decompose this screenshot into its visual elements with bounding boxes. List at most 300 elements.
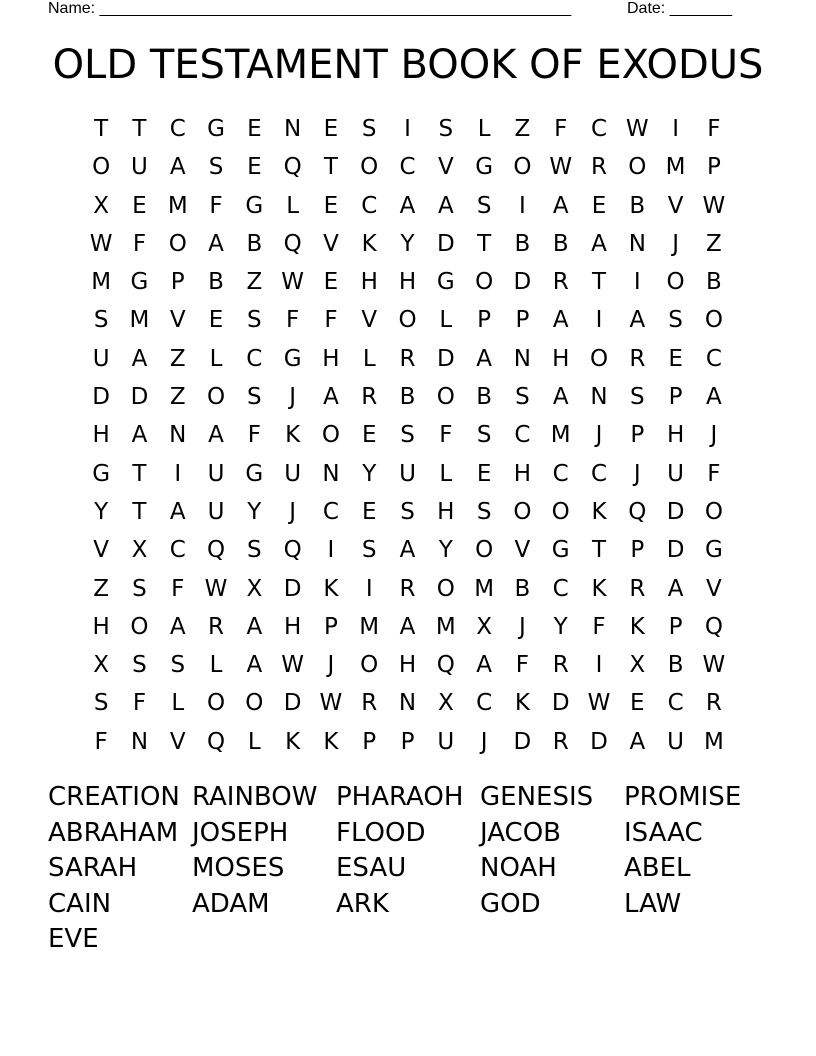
grid-letter: D <box>551 690 570 717</box>
grid-letter: J <box>633 460 641 487</box>
grid-letter: O <box>92 154 111 181</box>
grid-letter: I <box>404 116 411 142</box>
grid-letter: Z <box>93 575 110 602</box>
word-list-item: ARK <box>336 888 389 919</box>
grid-letter: D <box>666 498 685 525</box>
grid-letter: O <box>321 422 340 449</box>
grid-letter: B <box>246 230 263 257</box>
grid-letter: B <box>476 384 492 411</box>
word-list-item: MOSES <box>192 853 285 883</box>
grid-letter: H <box>322 345 340 372</box>
grid-letter: S <box>438 116 454 142</box>
grid-letter: U <box>92 345 110 372</box>
grid-letter: I <box>174 460 182 487</box>
grid-letter: F <box>515 652 530 679</box>
grid-letter: T <box>132 460 147 487</box>
grid-letter: W <box>625 116 649 142</box>
grid-letter: G <box>245 460 264 487</box>
grid-letter: G <box>130 269 149 296</box>
grid-letter: K <box>323 728 339 755</box>
grid-letter: D <box>666 537 685 564</box>
grid-letter: V <box>361 307 378 334</box>
grid-letter: F <box>707 460 721 487</box>
word-list-item: SARAH <box>48 853 138 883</box>
grid-letter: S <box>515 384 530 411</box>
grid-letter: I <box>327 537 335 564</box>
grid-letter: P <box>362 728 377 755</box>
grid-letter: P <box>400 728 415 755</box>
grid-letter: A <box>169 154 186 181</box>
grid-letter: G <box>436 269 455 296</box>
grid-letter: L <box>439 460 453 487</box>
grid-letter: N <box>590 384 608 411</box>
grid-letter: Q <box>704 613 723 640</box>
grid-letter: E <box>132 192 147 219</box>
grid-letter: W <box>319 690 343 717</box>
grid-letter: M <box>474 575 495 602</box>
grid-letter: S <box>93 690 109 717</box>
grid-letter: A <box>552 307 569 334</box>
grid-letter: D <box>513 269 532 296</box>
grid-letter: U <box>284 460 302 487</box>
grid-letter: B <box>208 269 224 296</box>
grid-letter: I <box>672 116 679 142</box>
grid-letter: A <box>131 422 148 449</box>
grid-letter: V <box>514 537 531 564</box>
word-list-item: LAW <box>624 888 682 919</box>
grid-letter: A <box>629 307 646 334</box>
grid-letter: H <box>513 460 532 487</box>
grid-letter: R <box>552 269 569 296</box>
grid-letter: A <box>476 345 492 372</box>
grid-letter: L <box>362 345 376 372</box>
grid-letter: L <box>247 728 261 755</box>
grid-letter: M <box>359 613 380 640</box>
grid-letter: S <box>132 575 147 602</box>
grid-letter: O <box>360 652 379 679</box>
grid-letter: O <box>436 575 455 602</box>
grid-letter: D <box>283 690 302 717</box>
grid-letter: R <box>208 613 225 640</box>
grid-letter: H <box>92 613 110 640</box>
grid-letter: A <box>169 498 186 525</box>
grid-letter: K <box>591 575 607 602</box>
grid-letter: S <box>93 307 109 334</box>
grid-letter: E <box>323 192 339 219</box>
grid-letter: I <box>365 575 373 602</box>
grid-letter: K <box>591 498 607 525</box>
grid-letter: J <box>519 613 526 640</box>
grid-letter: J <box>595 422 603 449</box>
grid-letter: L <box>209 345 223 372</box>
grid-letter: R <box>705 690 722 717</box>
grid-letter: H <box>437 498 455 525</box>
grid-letter: O <box>168 230 187 257</box>
grid-letter: X <box>93 192 110 219</box>
grid-letter: D <box>436 345 455 372</box>
grid-letter: S <box>361 537 377 564</box>
word-list-item: PHARAOH <box>336 782 464 812</box>
grid-letter: R <box>552 652 569 679</box>
grid-letter: U <box>207 460 225 487</box>
grid-letter: I <box>595 652 603 679</box>
grid-letter: E <box>591 192 607 219</box>
grid-letter: E <box>630 690 645 717</box>
grid-letter: Q <box>283 537 302 564</box>
grid-letter: C <box>399 154 416 181</box>
grid-letter: W <box>89 230 113 257</box>
grid-letter: B <box>514 230 531 257</box>
grid-letter: O <box>130 613 149 640</box>
grid-letter: C <box>552 575 569 602</box>
grid-letter: V <box>667 192 684 219</box>
word-list-item: ISAAC <box>624 817 703 848</box>
grid-letter: V <box>93 537 110 564</box>
grid-letter: A <box>399 613 416 640</box>
grid-letter: O <box>245 690 264 717</box>
grid-letter: A <box>591 230 607 257</box>
grid-letter: H <box>398 269 417 296</box>
grid-letter: W <box>587 690 611 717</box>
grid-letter: O <box>551 498 570 525</box>
grid-letter: J <box>289 498 297 525</box>
grid-letter: C <box>169 537 186 564</box>
grid-letter: C <box>590 460 608 487</box>
grid-letter: E <box>247 116 262 142</box>
grid-letter: O <box>628 154 647 181</box>
grid-letter: F <box>592 613 606 640</box>
grid-letter: P <box>170 269 185 296</box>
grid-letter: A <box>629 728 646 755</box>
grid-letter: Z <box>246 269 263 296</box>
grid-letter: C <box>514 422 531 449</box>
grid-letter: A <box>476 652 492 679</box>
grid-letter: K <box>514 690 530 717</box>
grid-letter: S <box>247 537 262 564</box>
grid-letter: Q <box>206 728 226 755</box>
grid-letter: D <box>130 384 149 411</box>
grid-letter: A <box>437 192 454 219</box>
grid-letter: A <box>706 384 722 411</box>
grid-letter: K <box>629 613 645 640</box>
grid-letter: L <box>286 192 300 219</box>
grid-letter: M <box>665 154 686 181</box>
grid-letter: M <box>703 728 724 755</box>
grid-letter: R <box>399 575 416 602</box>
grid-letter: V <box>169 728 186 755</box>
grid-letter: S <box>132 652 147 679</box>
grid-letter: V <box>323 230 339 257</box>
grid-letter: O <box>398 307 417 334</box>
word-list-item: ABEL <box>624 853 691 883</box>
grid-letter: N <box>398 690 417 717</box>
grid-letter: A <box>208 230 224 257</box>
grid-letter: U <box>667 460 685 487</box>
grid-letter: E <box>208 307 224 334</box>
grid-letter: A <box>399 537 416 564</box>
grid-letter: O <box>704 307 723 334</box>
grid-letter: A <box>399 192 416 219</box>
grid-letter: K <box>285 728 301 755</box>
grid-letter: T <box>94 116 109 142</box>
grid-letter: C <box>169 116 186 142</box>
grid-letter: F <box>707 116 721 142</box>
grid-letter: C <box>705 345 722 372</box>
grid-letter: G <box>245 192 264 219</box>
grid-letter: S <box>476 422 492 449</box>
grid-letter: A <box>323 384 339 411</box>
word-list-item: ESAU <box>336 853 407 883</box>
grid-letter: J <box>289 384 297 411</box>
grid-letter: N <box>130 728 149 755</box>
grid-letter: R <box>399 345 416 372</box>
grid-letter: Q <box>436 652 455 679</box>
grid-letter: V <box>437 154 454 181</box>
grid-letter: J <box>672 230 679 257</box>
grid-letter: O <box>360 154 379 181</box>
letter-grid <box>82 110 733 761</box>
grid-letter: C <box>552 460 569 487</box>
grid-letter: T <box>132 498 147 525</box>
grid-letter: X <box>131 537 148 564</box>
grid-letter: R <box>629 345 646 372</box>
name-field-label: Name: _____________________________________________________ <box>48 0 572 17</box>
grid-letter: B <box>552 230 569 257</box>
word-list-item: CREATION <box>48 782 180 812</box>
grid-letter: O <box>206 690 226 717</box>
grid-letter: Z <box>706 230 722 257</box>
grid-letter: L <box>439 307 453 334</box>
grid-letter: H <box>666 422 685 449</box>
grid-letter: F <box>94 728 108 755</box>
grid-letter: J <box>327 652 335 679</box>
grid-letter: C <box>476 690 493 717</box>
grid-letter: X <box>246 575 263 602</box>
grid-letter: M <box>129 307 150 334</box>
grid-letter: I <box>633 269 641 296</box>
grid-letter: Z <box>169 384 186 411</box>
grid-letter: X <box>629 652 646 679</box>
word-list-item: ADAM <box>192 888 270 919</box>
grid-letter: U <box>437 728 455 755</box>
grid-letter: W <box>281 652 304 679</box>
page-title: OLD TESTAMENT BOOK OF EXODUS <box>52 42 764 88</box>
grid-letter: P <box>323 613 338 640</box>
word-list-item: GOD <box>480 888 541 919</box>
grid-letter: U <box>207 498 225 525</box>
grid-letter: N <box>513 345 532 372</box>
grid-letter: O <box>513 498 532 525</box>
word-list-item: ABRAHAM <box>48 817 179 848</box>
grid-letter: R <box>591 154 607 181</box>
grid-letter: C <box>590 116 608 142</box>
grid-letter: H <box>283 613 302 640</box>
grid-letter: Y <box>438 537 453 564</box>
grid-letter: F <box>132 230 147 257</box>
grid-letter: N <box>284 116 302 142</box>
word-list-item: EVE <box>48 924 99 954</box>
grid-letter: I <box>519 192 526 219</box>
grid-letter: Y <box>247 498 262 525</box>
grid-letter: A <box>208 422 224 449</box>
grid-letter: S <box>170 652 186 679</box>
word-list-item: RAINBOW <box>192 782 318 812</box>
grid-letter: H <box>360 269 378 296</box>
grid-letter: A <box>552 384 569 411</box>
header-row <box>48 0 748 18</box>
grid-letter: S <box>476 192 492 219</box>
grid-letter: F <box>171 575 185 602</box>
grid-letter: T <box>132 116 147 142</box>
grid-letter: M <box>435 613 456 640</box>
grid-letter: T <box>477 230 492 257</box>
grid-letter: A <box>169 613 186 640</box>
grid-letter: O <box>513 154 532 181</box>
grid-letter: B <box>667 652 684 679</box>
grid-letter: S <box>476 498 492 525</box>
grid-letter: T <box>591 269 607 296</box>
grid-letter: W <box>549 154 573 181</box>
grid-letter: S <box>400 498 415 525</box>
grid-letter: Y <box>400 230 415 257</box>
grid-letter: O <box>475 537 494 564</box>
grid-letter: R <box>552 728 569 755</box>
word-list-item: CAIN <box>48 888 112 919</box>
grid-letter: M <box>91 269 112 296</box>
grid-letter: K <box>323 575 339 602</box>
grid-letter: S <box>208 154 224 181</box>
grid-letter: A <box>552 192 569 219</box>
word-list-item: JACOB <box>480 817 561 848</box>
grid-letter: G <box>475 154 494 181</box>
grid-letter: B <box>706 269 722 296</box>
grid-letter: Y <box>362 460 377 487</box>
word-list-item: NOAH <box>480 853 557 883</box>
grid-letter: P <box>630 537 645 564</box>
word-list <box>48 780 768 958</box>
grid-letter: T <box>591 537 607 564</box>
grid-letter: R <box>629 575 646 602</box>
grid-letter: F <box>554 116 568 142</box>
grid-letter: E <box>361 498 377 525</box>
grid-letter: I <box>595 307 603 334</box>
grid-letter: S <box>247 307 262 334</box>
grid-letter: Q <box>628 498 647 525</box>
grid-letter: X <box>437 690 454 717</box>
grid-letter: V <box>169 307 186 334</box>
grid-letter: D <box>92 384 110 411</box>
grid-letter: H <box>398 652 417 679</box>
grid-letter: J <box>710 422 718 449</box>
grid-letter: X <box>476 613 492 640</box>
grid-letter: E <box>323 116 339 142</box>
grid-letter: Q <box>206 537 226 564</box>
grid-letter: A <box>667 575 684 602</box>
grid-letter: W <box>281 269 304 296</box>
grid-letter: G <box>92 460 111 487</box>
grid-letter: P <box>515 307 530 334</box>
grid-letter: Q <box>283 230 302 257</box>
grid-letter: E <box>323 269 339 296</box>
grid-letter: G <box>704 537 723 564</box>
grid-letter: K <box>285 422 301 449</box>
grid-letter: E <box>247 154 262 181</box>
grid-letter: C <box>361 192 378 219</box>
grid-letter: O <box>206 384 226 411</box>
grid-letter: D <box>283 575 302 602</box>
grid-letter: D <box>590 728 608 755</box>
word-list-item: PROMISE <box>624 782 742 812</box>
grid-letter: Z <box>514 116 531 142</box>
grid-letter: F <box>132 690 147 717</box>
grid-letter: A <box>131 345 148 372</box>
grid-letter: N <box>322 460 340 487</box>
grid-letter: Z <box>169 345 186 372</box>
grid-letter: S <box>247 384 262 411</box>
word-list-item: JOSEPH <box>192 817 289 848</box>
grid-letter: U <box>131 154 148 181</box>
grid-letter: P <box>477 307 492 334</box>
grid-letter: W <box>702 652 726 679</box>
grid-letter: S <box>630 384 645 411</box>
grid-letter: C <box>322 498 339 525</box>
grid-letter: G <box>283 345 302 372</box>
grid-letter: B <box>629 192 646 219</box>
grid-letter: M <box>550 422 571 449</box>
grid-letter: S <box>361 116 377 142</box>
grid-letter: G <box>551 537 570 564</box>
grid-letter: Y <box>94 498 109 525</box>
grid-letter: S <box>400 422 415 449</box>
grid-letter: C <box>667 690 684 717</box>
grid-letter: F <box>209 192 223 219</box>
grid-letter: R <box>361 384 378 411</box>
grid-letter: R <box>361 690 378 717</box>
grid-letter: T <box>323 154 338 181</box>
grid-letter: O <box>475 269 494 296</box>
grid-letter: L <box>209 652 223 679</box>
grid-letter: W <box>702 192 726 219</box>
grid-letter: D <box>513 728 532 755</box>
grid-letter: E <box>668 345 683 372</box>
grid-letter: O <box>589 345 609 372</box>
grid-letter: S <box>668 307 683 334</box>
grid-letter: P <box>668 613 683 640</box>
grid-letter: G <box>207 116 225 142</box>
grid-letter: B <box>514 575 531 602</box>
grid-letter: W <box>204 575 228 602</box>
grid-letter: Q <box>283 154 302 181</box>
grid-letter: L <box>477 116 491 142</box>
grid-letter: X <box>93 652 110 679</box>
grid-letter: H <box>552 345 570 372</box>
grid-letter: U <box>399 460 416 487</box>
grid-letter: O <box>666 269 685 296</box>
grid-letter: E <box>361 422 377 449</box>
grid-letter: A <box>246 652 263 679</box>
grid-letter: V <box>706 575 722 602</box>
grid-letter: O <box>436 384 455 411</box>
grid-letter: E <box>476 460 492 487</box>
grid-letter: B <box>399 384 416 411</box>
word-list-item: FLOOD <box>336 817 426 848</box>
grid-letter: F <box>324 307 338 334</box>
grid-letter: A <box>246 613 263 640</box>
grid-letter: N <box>628 230 646 257</box>
grid-letter: F <box>286 307 300 334</box>
grid-letter: P <box>630 422 645 449</box>
grid-letter: F <box>439 422 453 449</box>
